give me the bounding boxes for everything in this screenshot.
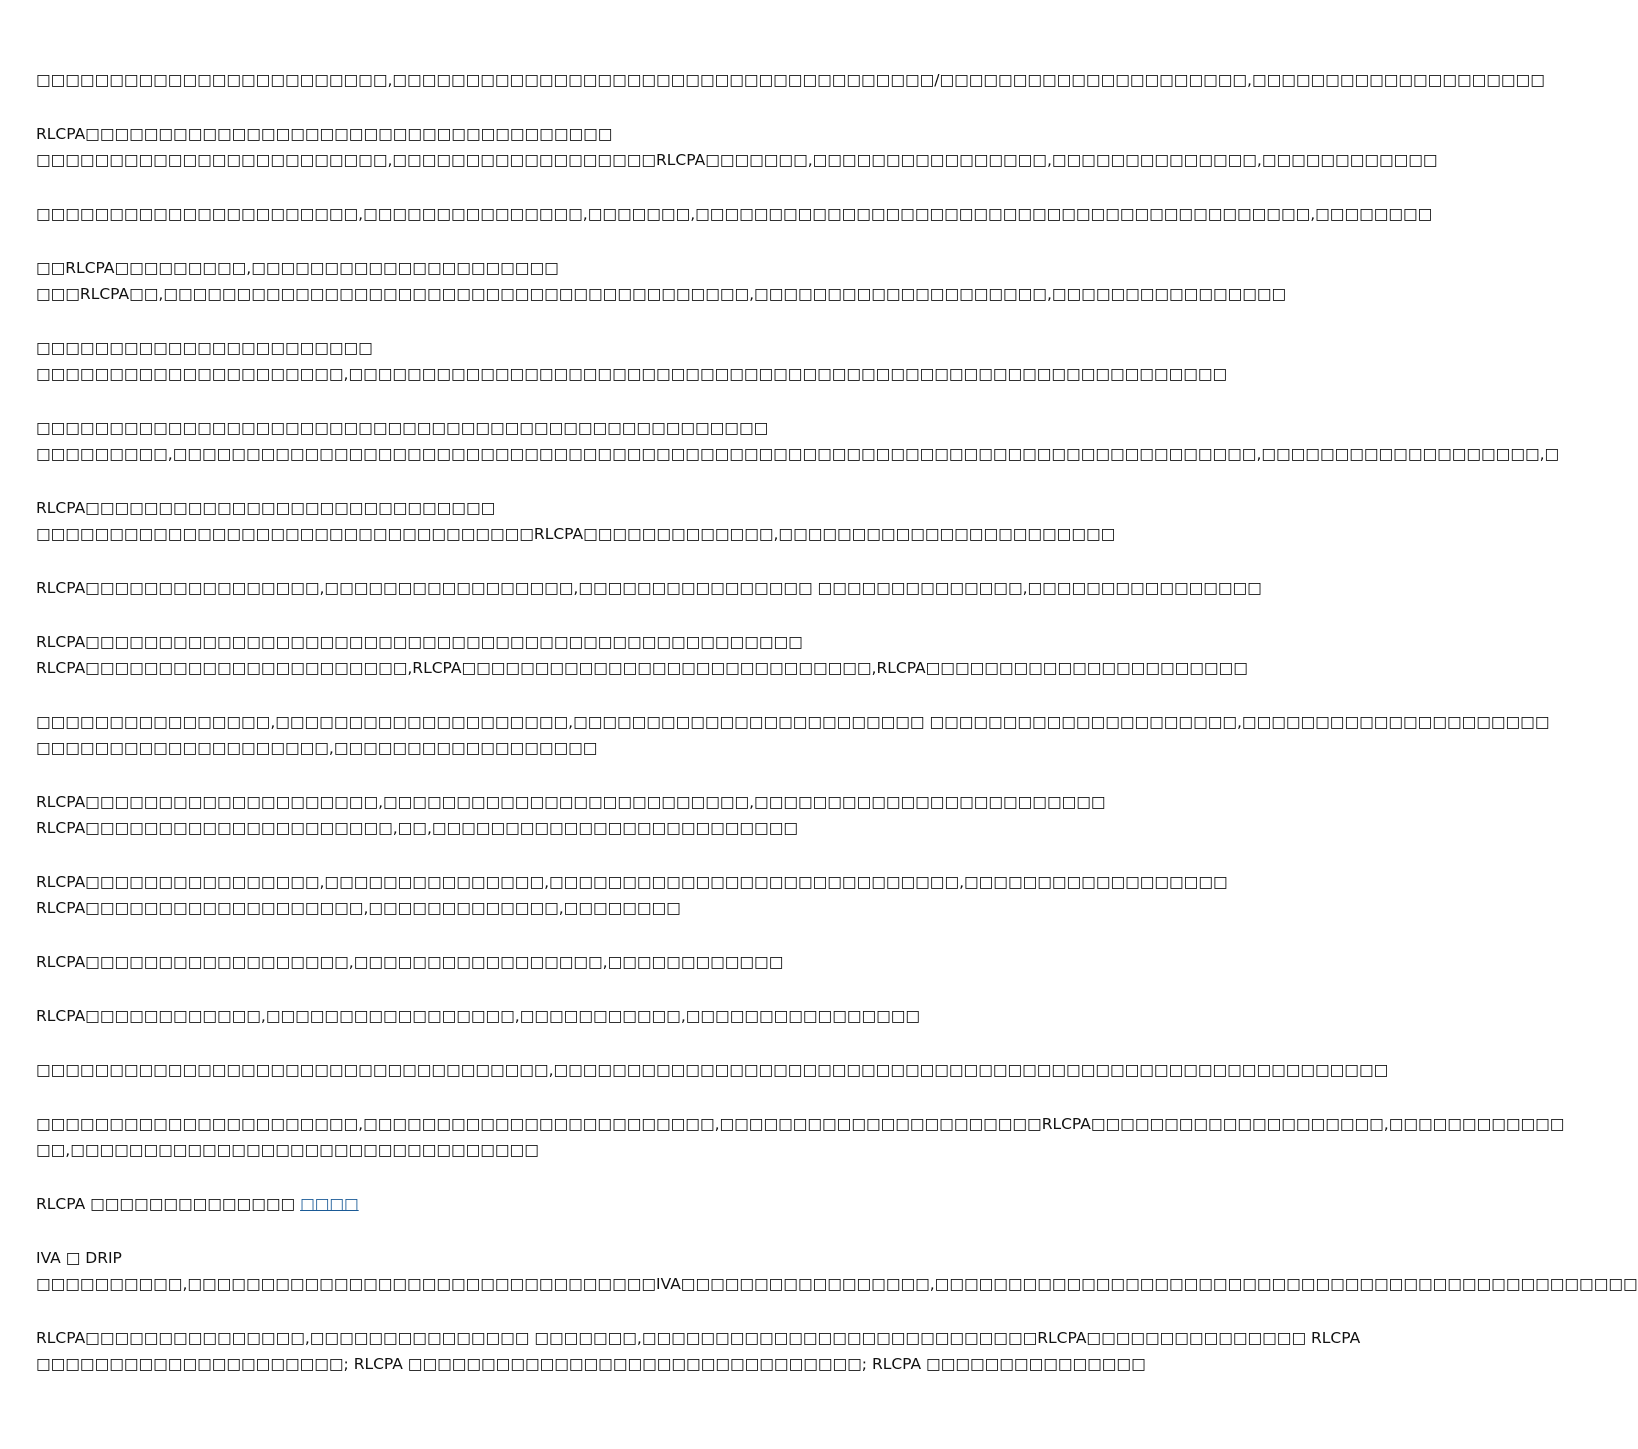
text-line: RLCPA□□□□□□□□□□□□□□□□□□□□□□,RLCPA□□□□□□□□□□□□□□□□□□□□□□□□□□□□,RLCPA□□□□□□□□□□□□□□□□□□□□□□	[36, 659, 1248, 677]
paragraph	[36, 789, 1106, 841]
text-line: RLCPA□□□□□□□□□□□□□□□□□□,□□□□□□□□□□□□□□□□□,□□□□□□□□□□□□	[36, 953, 784, 971]
text-line: □□RLCPA□□□□□□□□□,□□□□□□□□□□□□□□□□□□□□□	[36, 259, 559, 277]
document-body	[36, 67, 1638, 1405]
text-line: □□□□□□□□□□□□□□□□□□□□□□,□□□□□□□□□□□□□□□,□□□□□□□,□□□□□□□□□□□□□□□□□□□□□□□□□□□□□□□□□□□□□□□□□□,□□□□□□□□	[36, 205, 1433, 223]
paragraph	[36, 575, 1262, 601]
link-prefix: RLCPA □□□□□□□□□□□□□□	[36, 1195, 301, 1213]
text-line: RLCPA□□□□□□□□□□□□□□□□□□□□□,□□,□□□□□□□□□□□□□□□□□□□□□□□□□	[36, 819, 798, 837]
text-line: □□□□□□□□□□□□□□□□□□□□□□□□□□□□□□□□□□□,□□□□□□□□□□□□□□□□□□□□□□□□□□□□□□□□□□□□□□□□□□□□□□□□□□□□□□□□□	[36, 1061, 1389, 1079]
paragraph	[36, 67, 1545, 93]
text-line: RLCPA□□□□□□□□□□□□□□□□□□□,□□□□□□□□□□□□□,□□□□□□□□	[36, 899, 681, 917]
paragraph	[36, 1057, 1389, 1083]
text-line: □□□□□□□□□□□□□□□□,□□□□□□□□□□□□□□□□□□□□,□□□□□□□□□□□□□□□□□□□□□□□□ □□□□□□□□□□□□□□□□□□□□□,□□□□□□□□□□□□□□□□□□□□□	[36, 713, 1550, 731]
text-line: □□□□□□□□□,□□□□□□□□□□□□□□□□□□□□□□□□□□□□□□□□□□□□□□□□□□□□□□□□□□□□□□□□□□□□□□□□□□□□□□□□□□,□□□□□□□□□□□□□□□□□□□,□	[36, 445, 1560, 463]
text-line	[36, 1191, 990, 1217]
text-line: □□□□□□□□□□,□□□□□□□□□□□□□□□□□□□□□□□□□□□□□□□□IVA□□□□□□□□□□□□□□□□□,□□□□□□□□□□□□□□□□□□□□□□□□□□□□□□□□□□□□□□□□□□□□□□□□	[36, 1275, 1638, 1293]
text-line: □□□□□□□□□□□□□□□□□□□□□; RLCPA □□□□□□□□□□□□□□□□□□□□□□□□□□□□□□□; RLCPA □□□□□□□□□□□□□□□	[36, 1355, 1146, 1373]
paragraph	[36, 495, 1116, 547]
paragraph	[36, 201, 1433, 227]
text-line: □□□□□□□□□□□□□□□□□□□□□□,□□□□□□□□□□□□□□□□□□□□□□□□,□□□□□□□□□□□□□□□□□□□□□□RLCPA□□□□□□□□□□□□□□□□□□□□,□□□□□□□□□□□□	[36, 1115, 1565, 1133]
paragraph	[36, 1003, 990, 1029]
text-line: □□□□□□□□□□□□□□□□□□□□,□□□□□□□□□□□□□□□□□□	[36, 739, 598, 757]
paragraph	[36, 709, 1550, 761]
text-line: □□□RLCPA□□,□□□□□□□□□□□□□□□□□□□□□□□□□□□□□□□□□□□□□□□□,□□□□□□□□□□□□□□□□□□□□,□□□□□□□□□□□□□□□□	[36, 285, 1287, 303]
text-line: RLCPA□□□□□□□□□□□□,□□□□□□□□□□□□□□□□□,□□□□□□□□□□□,□□□□□□□□□□□□□□□□	[36, 1007, 921, 1025]
paragraph	[36, 255, 1287, 307]
paragraph	[36, 121, 1438, 173]
text-line: RLCPA□□□□□□□□□□□□□□□,□□□□□□□□□□□□□□□ □□□□□□□,□□□□□□□□□□□□□□□□□□□□□□□□□□□RLCPA□□□□□□□□□□□□□□□ RLCPA	[36, 1329, 1361, 1347]
link-paragraph	[36, 1191, 990, 1217]
text-line: □□□□□□□□□□□□□□□□□□□□□□□□□□□□□□□□□□□□□□□□□□□□□□□□□□	[36, 419, 769, 437]
paragraph	[36, 335, 1228, 387]
text-line: RLCPA□□□□□□□□□□□□□□□□□□□□□□□□□□□□□□□□□□□□	[36, 125, 613, 143]
text-line: RLCPA□□□□□□□□□□□□□□□□,□□□□□□□□□□□□□□□,□□□□□□□□□□□□□□□□□□□□□□□□□□□□,□□□□□□□□□□□□□□□□□□	[36, 873, 1228, 891]
paragraph	[36, 869, 1228, 921]
text-line: RLCPA□□□□□□□□□□□□□□□□,□□□□□□□□□□□□□□□□□,□□□□□□□□□□□□□□□□ □□□□□□□□□□□□□□,□□□□□□□□□□□□□□□□	[36, 579, 1262, 597]
paragraph	[36, 949, 990, 975]
paragraph	[36, 1245, 1638, 1297]
paragraph	[36, 1325, 1361, 1377]
text-line: □□,□□□□□□□□□□□□□□□□□□□□□□□□□□□□□□□□	[36, 1141, 539, 1159]
text-line: RLCPA□□□□□□□□□□□□□□□□□□□□□□□□□□□□□□□□□□□□□□□□□□□□□□□□□	[36, 633, 803, 651]
text-line: RLCPA□□□□□□□□□□□□□□□□□□□□,□□□□□□□□□□□□□□□□□□□□□□□□□,□□□□□□□□□□□□□□□□□□□□□□□□	[36, 793, 1106, 811]
text-line: RLCPA□□□□□□□□□□□□□□□□□□□□□□□□□□□□	[36, 499, 496, 517]
text-line: □□□□□□□□□□□□□□□□□□□□□□□□,□□□□□□□□□□□□□□□□□□□□□□□□□□□□□□□□□□□□□/□□□□□□□□□□□□□□□□□□□□□,□□□□□□□□□□□□□□□□□□□□	[36, 71, 1545, 89]
text-line: IVA □ DRIP	[36, 1249, 122, 1267]
paragraph	[36, 1111, 1565, 1163]
text-line: □□□□□□□□□□□□□□□□□□□□□□□	[36, 339, 373, 357]
paragraph	[36, 629, 1248, 681]
text-line: □□□□□□□□□□□□□□□□□□□□□□□□□□□□□□□□□□RLCPA□□□□□□□□□□□□□,□□□□□□□□□□□□□□□□□□□□□□□	[36, 525, 1116, 543]
text-line: □□□□□□□□□□□□□□□□□□□□□□□□,□□□□□□□□□□□□□□□□□□RLCPA□□□□□□□,□□□□□□□□□□□□□□□□,□□□□□□□□□□□□□□,□□□□□□□□□□□□	[36, 151, 1438, 169]
text-line: □□□□□□□□□□□□□□□□□□□□□,□□□□□□□□□□□□□□□□□□□□□□□□□□□□□□□□□□□□□□□□□□□□□□□□□□□□□□□□□□□□	[36, 365, 1228, 383]
paragraph	[36, 415, 1560, 467]
inline-link[interactable]: □□□□	[300, 1195, 359, 1213]
